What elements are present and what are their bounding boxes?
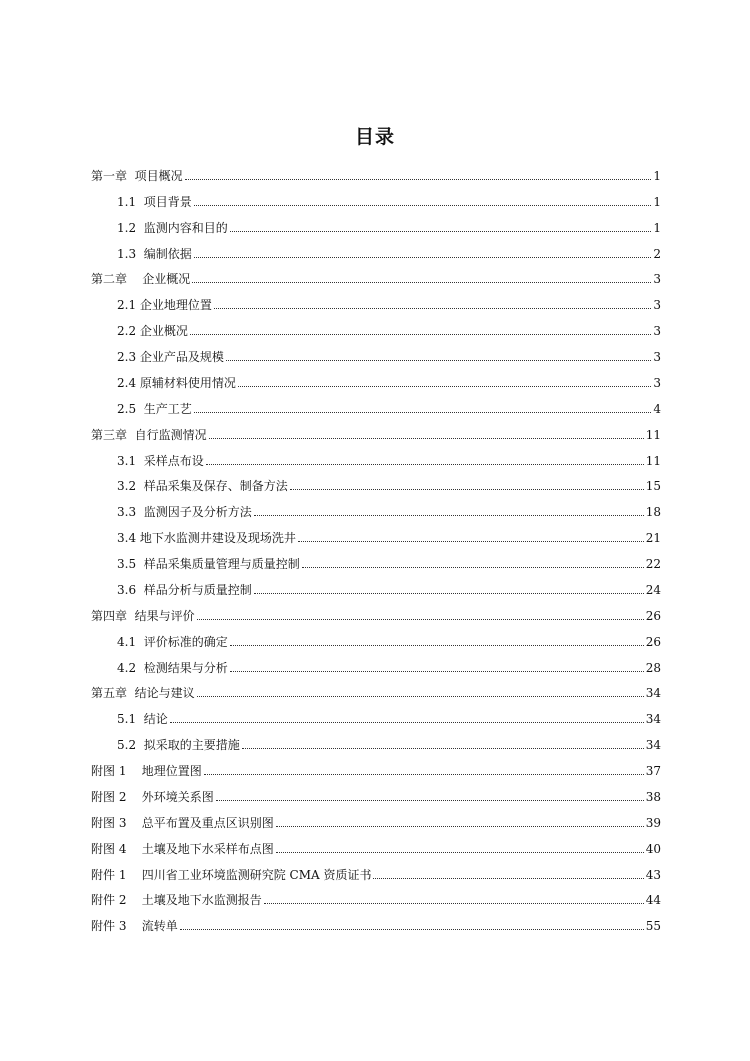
toc-entry-page-number: 18 <box>645 505 661 520</box>
dot-leader <box>226 360 651 361</box>
toc-entry-label: 第一章 项目概况 <box>91 168 183 183</box>
toc-entry-page-number: 24 <box>645 582 661 597</box>
toc-entry[interactable] <box>91 390 661 416</box>
toc-entry-label: 附件 3 流转单 <box>91 919 178 934</box>
toc-entry[interactable] <box>91 830 661 856</box>
dot-leader <box>190 334 651 335</box>
toc-entry-label: 3.2 样品采集及保存、制备方法 <box>117 479 288 494</box>
toc-entry-label: 附件 1 四川省工业环境监测研究院 CMA 资质证书 <box>91 867 372 882</box>
toc-entry-label: 3.6 样品分析与质量控制 <box>117 582 252 597</box>
toc-entry-label: 3.1 采样点布设 <box>117 453 204 468</box>
toc-entry-label: 4.2 检测结果与分析 <box>117 660 228 675</box>
toc-entry[interactable] <box>91 752 661 778</box>
toc-entry-label: 2.3 企业产品及规模 <box>117 350 224 364</box>
toc-entry-page-number: 34 <box>645 686 661 701</box>
dot-leader <box>194 257 652 258</box>
toc-entry-page-number: 15 <box>645 479 661 494</box>
toc-entry-page-number: 37 <box>645 764 661 778</box>
toc-entry-page-number: 4 <box>653 401 661 416</box>
toc-entry[interactable] <box>91 286 661 312</box>
toc-entry[interactable] <box>91 856 661 882</box>
toc-entry-page-number: 1 <box>653 168 661 183</box>
toc-entry-page-number: 3 <box>653 375 661 390</box>
toc-entry[interactable] <box>91 312 661 338</box>
dot-leader <box>197 619 644 620</box>
toc-entry-page-number: 11 <box>645 427 661 442</box>
toc-entry-page-number: 34 <box>645 738 661 753</box>
dot-leader <box>204 774 644 775</box>
toc-entry-page-number: 21 <box>645 531 661 546</box>
toc-entry-page-number: 3 <box>653 298 661 313</box>
toc-entry-label: 3.4 地下水监测井建设及现场洗井 <box>117 531 296 546</box>
toc-entry-label: 2.5 生产工艺 <box>117 401 192 416</box>
dot-leader <box>254 515 644 516</box>
toc-entry-label: 5.1 结论 <box>117 712 168 727</box>
toc-entry-label: 3.5 样品采集质量管理与质量控制 <box>117 557 300 571</box>
dot-leader <box>290 489 644 490</box>
toc-entry-label: 2.2 企业概况 <box>117 324 188 339</box>
toc-entry[interactable] <box>91 157 661 183</box>
dot-leader <box>302 567 644 568</box>
toc-entry-page-number: 1 <box>653 194 661 209</box>
dot-leader <box>197 696 644 697</box>
toc-entry[interactable] <box>91 235 661 261</box>
toc-entry[interactable] <box>91 338 661 364</box>
toc-entry-label: 2.4 原辅材料使用情况 <box>117 375 236 390</box>
toc-entry-label: 1.2 监测内容和目的 <box>117 220 228 235</box>
toc-entry-label: 附件 2 土壤及地下水监测报告 <box>91 893 262 908</box>
dot-leader <box>238 386 651 387</box>
toc-entry-label: 第三章 自行监测情况 <box>91 427 207 442</box>
dot-leader <box>194 412 652 413</box>
toc-entry[interactable] <box>91 468 661 494</box>
toc-entry[interactable] <box>91 778 661 804</box>
toc-entry-label: 附图 4 土壤及地下水采样布点图 <box>91 841 274 856</box>
toc-entry[interactable] <box>91 519 661 545</box>
toc-entry-label: 4.1 评价标准的确定 <box>117 634 228 649</box>
dot-leader <box>373 878 643 879</box>
toc-entry[interactable] <box>91 675 661 701</box>
toc-entry-page-number: 1 <box>653 220 661 235</box>
dot-leader <box>216 800 644 801</box>
dot-leader <box>185 179 652 180</box>
toc-entry-page-number: 11 <box>645 453 661 468</box>
toc-entry[interactable] <box>91 804 661 830</box>
toc-entry-label: 1.3 编制依据 <box>117 246 192 261</box>
toc-entry[interactable] <box>91 545 661 571</box>
toc-entry[interactable] <box>91 364 661 390</box>
dot-leader <box>214 308 651 309</box>
toc-entry[interactable] <box>91 493 661 519</box>
toc-entry-page-number: 26 <box>645 634 661 649</box>
toc-entry-page-number: 26 <box>645 608 661 623</box>
toc-entry-page-number: 3 <box>653 272 661 287</box>
toc-entry-label: 第二章 企业概况 <box>91 272 191 287</box>
toc-entry[interactable] <box>91 442 661 468</box>
toc-entry-page-number: 22 <box>645 557 661 571</box>
dot-leader <box>264 903 644 904</box>
toc-entry[interactable] <box>91 700 661 726</box>
dot-leader <box>230 231 652 232</box>
dot-leader <box>206 464 644 465</box>
toc-entry[interactable] <box>91 907 661 933</box>
toc-entry-page-number: 44 <box>645 893 661 908</box>
dot-leader <box>298 541 644 542</box>
toc-entry[interactable] <box>91 183 661 209</box>
table-of-contents <box>91 157 661 933</box>
toc-entry-page-number: 55 <box>645 919 661 934</box>
dot-leader <box>192 282 651 283</box>
toc-entry[interactable] <box>91 571 661 597</box>
dot-leader <box>276 852 644 853</box>
toc-entry-label: 1.1 项目背景 <box>117 194 192 209</box>
toc-entry[interactable] <box>91 623 661 649</box>
toc-entry-label: 附图 3 总平布置及重点区识别图 <box>91 815 274 830</box>
toc-entry-label: 附图 2 外环境关系图 <box>91 789 214 804</box>
toc-entry-label: 2.1 企业地理位置 <box>117 298 212 313</box>
dot-leader <box>230 671 644 672</box>
toc-entry-page-number: 40 <box>645 841 661 856</box>
dot-leader <box>209 438 644 439</box>
dot-leader <box>194 205 652 206</box>
toc-title: 目录 <box>354 126 395 148</box>
toc-entry[interactable] <box>91 726 661 752</box>
toc-entry[interactable] <box>91 649 661 675</box>
dot-leader <box>242 748 644 749</box>
toc-entry[interactable] <box>91 597 661 623</box>
toc-entry-label: 附图 1 地理位置图 <box>91 764 202 778</box>
toc-entry[interactable] <box>91 416 661 442</box>
toc-entry-label: 3.3 监测因子及分析方法 <box>117 505 252 520</box>
toc-entry-page-number: 38 <box>645 789 661 804</box>
toc-entry-page-number: 39 <box>645 815 661 830</box>
dot-leader <box>180 929 644 930</box>
dot-leader <box>276 826 644 827</box>
toc-entry-page-number: 28 <box>645 660 661 675</box>
toc-entry-label: 5.2 拟采取的主要措施 <box>117 738 240 753</box>
dot-leader <box>254 593 644 594</box>
toc-entry-label: 第四章 结果与评价 <box>91 608 195 623</box>
toc-entry-page-number: 3 <box>653 324 661 339</box>
toc-entry-page-number: 3 <box>653 350 661 364</box>
dot-leader <box>170 722 644 723</box>
toc-entry[interactable] <box>91 261 661 287</box>
toc-entry-page-number: 43 <box>645 867 661 882</box>
toc-entry[interactable] <box>91 209 661 235</box>
toc-entry-label: 第五章 结论与建议 <box>91 686 195 701</box>
toc-entry-page-number: 34 <box>645 712 661 727</box>
toc-entry[interactable] <box>91 882 661 908</box>
dot-leader <box>230 645 644 646</box>
toc-entry-page-number: 2 <box>653 246 661 261</box>
